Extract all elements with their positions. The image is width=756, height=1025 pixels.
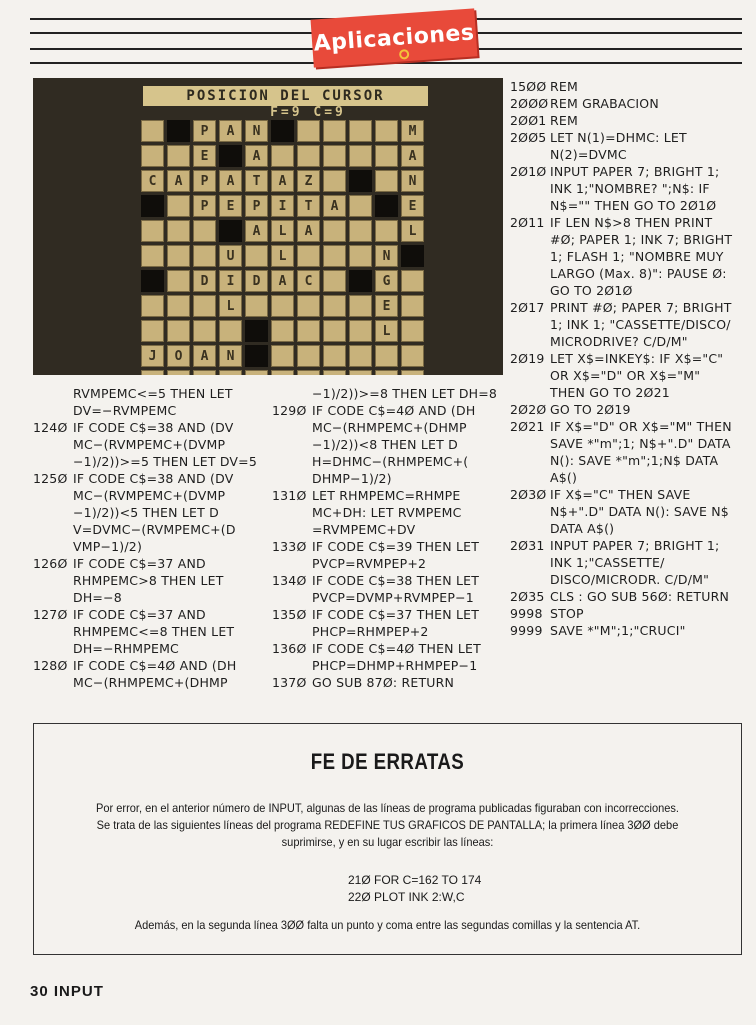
line-number: 2Ø2Ø	[510, 402, 547, 417]
line-text: SAVE *"M";1;"CRUCI"	[550, 623, 686, 638]
code-line	[33, 555, 258, 606]
code-line	[510, 605, 735, 622]
grid-cell: A	[323, 195, 346, 217]
grid-cell	[401, 245, 424, 267]
line-number: 126Ø	[33, 556, 68, 571]
grid-cell	[297, 145, 320, 167]
line-text: IF CODE C$=38 AND (DV MC−(RVMPEMC+(DVMP −1)/2))>=5 THEN LET DV=5	[73, 420, 258, 469]
grid-cell	[167, 295, 190, 317]
code-line	[33, 470, 258, 555]
line-text: IF CODE C$=37 AND RHMPEMC>8 THEN LET DH=−8	[73, 556, 228, 605]
grid-cell	[375, 120, 398, 142]
grid-cell: N	[401, 170, 424, 192]
grid-cell: A	[401, 145, 424, 167]
grid-cell	[245, 295, 268, 317]
grid-cell	[219, 320, 242, 342]
grid-cell	[141, 195, 164, 217]
grid-cell	[271, 370, 294, 375]
grid-cell: A	[271, 170, 294, 192]
grid-cell	[219, 370, 242, 375]
grid-cell: J	[141, 345, 164, 367]
code-column-1	[33, 385, 258, 691]
grid-cell	[167, 245, 190, 267]
grid-cell: A	[193, 345, 216, 367]
line-text: RVMPEMC<=5 THEN LET DV=−RVMPEMC	[73, 386, 237, 418]
code-line	[510, 78, 735, 95]
grid-cell	[141, 145, 164, 167]
grid-cell	[271, 320, 294, 342]
line-number: 2Ø31	[510, 538, 545, 553]
line-text: −1)/2))>=8 THEN LET DH=8	[312, 386, 498, 401]
errata-title: FE DE ERRATAS	[310, 749, 465, 774]
grid-cell: A	[245, 145, 268, 167]
grid-cell	[271, 295, 294, 317]
grid-cell: N	[245, 120, 268, 142]
code-line	[510, 588, 735, 605]
grid-cell	[349, 370, 372, 375]
line-number: 135Ø	[272, 607, 307, 622]
grid-cell	[323, 245, 346, 267]
grid-cell	[323, 345, 346, 367]
grid-cell	[375, 195, 398, 217]
line-number	[272, 385, 312, 402]
code-column-3	[510, 78, 735, 639]
grid-cell: E	[219, 195, 242, 217]
line-text: IF CODE C$=4Ø THEN LET PHCP=DHMP+RHMPEP−1	[312, 641, 486, 673]
line-text: IF CODE C$=39 THEN LET PVCP=RVMPEP+2	[312, 539, 484, 571]
grid-cell	[349, 320, 372, 342]
grid-cell	[401, 320, 424, 342]
crossword-grid	[141, 120, 424, 375]
screen-title: POSICION DEL CURSOR	[143, 86, 428, 106]
grid-cell	[245, 245, 268, 267]
line-text: GO TO 2Ø19	[550, 402, 631, 417]
grid-cell	[401, 370, 424, 375]
code-line	[272, 572, 502, 606]
grid-cell	[245, 320, 268, 342]
line-number: 2Ø35	[510, 589, 545, 604]
line-text: REM	[550, 113, 578, 128]
errata-code	[34, 872, 741, 906]
grid-cell	[323, 220, 346, 242]
tag-dot-icon	[399, 49, 410, 60]
line-number: 2Ø11	[510, 215, 545, 230]
code-line	[510, 95, 735, 112]
grid-cell	[349, 270, 372, 292]
line-number: 2ØØ5	[510, 130, 547, 145]
grid-cell: Z	[297, 170, 320, 192]
line-number: 131Ø	[272, 488, 307, 503]
grid-cell: A	[245, 220, 268, 242]
grid-cell	[375, 345, 398, 367]
line-text: LET N(1)=DHMC: LET N(2)=DVMC	[550, 130, 692, 162]
grid-cell: A	[271, 270, 294, 292]
grid-cell: E	[401, 195, 424, 217]
line-number: 127Ø	[33, 607, 68, 622]
code-line	[33, 657, 258, 691]
grid-cell	[401, 270, 424, 292]
grid-cell	[167, 220, 190, 242]
grid-cell	[141, 220, 164, 242]
grid-cell: U	[219, 245, 242, 267]
grid-cell	[349, 295, 372, 317]
grid-cell: T	[245, 170, 268, 192]
grid-cell	[219, 220, 242, 242]
line-number: 9998	[510, 606, 543, 621]
grid-cell	[323, 145, 346, 167]
grid-cell	[141, 270, 164, 292]
line-number: 2Ø21	[510, 419, 545, 434]
grid-cell	[297, 245, 320, 267]
grid-cell: D	[245, 270, 268, 292]
code-line	[272, 674, 502, 691]
grid-cell	[245, 370, 268, 375]
code-column-2	[272, 385, 502, 691]
line-number: 15ØØ	[510, 79, 547, 94]
line-number: 9999	[510, 623, 543, 638]
line-number	[33, 385, 73, 419]
grid-cell	[271, 345, 294, 367]
grid-cell	[297, 295, 320, 317]
grid-cell	[297, 320, 320, 342]
grid-cell	[349, 245, 372, 267]
grid-cell: P	[193, 170, 216, 192]
line-text: IF X$="D" OR X$="M" THEN SAVE *"m";1; N$+".D" DATA N(): SAVE *"m";1;N$ DATA A$()	[550, 419, 736, 485]
grid-cell: T	[297, 195, 320, 217]
line-number: 2ØØØ	[510, 96, 549, 111]
code-line	[510, 129, 735, 163]
line-text: IF CODE C$=38 AND (DV MC−(RVMPEMC+(DVMP −1)/2))<5 THEN LET D V=DVMC−(RVMPEMC+(D VMP−1)/2)	[73, 471, 240, 554]
grid-cell	[375, 220, 398, 242]
grid-cell	[141, 245, 164, 267]
grid-cell	[193, 245, 216, 267]
grid-cell	[193, 370, 216, 375]
grid-cell	[401, 345, 424, 367]
grid-cell: N	[219, 345, 242, 367]
code-line	[33, 385, 258, 419]
grid-cell: G	[375, 270, 398, 292]
code-line	[510, 486, 735, 537]
page-footer: 30 INPUT	[30, 983, 104, 1000]
grid-cell	[141, 320, 164, 342]
line-text: IF LEN N$>8 THEN PRINT #Ø; PAPER 1; INK 7; BRIGHT 1; FLASH 1; "NOMBRE MUY LARGO (Max. 8)": PAUSE Ø: GO TO 2Ø1Ø	[550, 215, 737, 298]
code-line	[510, 418, 735, 486]
grid-cell: D	[193, 270, 216, 292]
code-line	[510, 163, 735, 214]
grid-cell: A	[219, 170, 242, 192]
errata-paragraph-2: Además, en la segunda línea 3ØØ falta un punto y coma entre las segundas comillas y la sentencia AT.	[134, 918, 641, 932]
line-number: 2Ø3Ø	[510, 487, 547, 502]
grid-cell	[167, 120, 190, 142]
grid-cell	[193, 220, 216, 242]
line-text: REM GRABACION	[550, 96, 659, 111]
grid-cell	[375, 170, 398, 192]
code-line	[272, 402, 502, 487]
code-line	[272, 385, 502, 402]
line-number: 129Ø	[272, 403, 307, 418]
grid-cell: L	[401, 220, 424, 242]
grid-cell	[193, 295, 216, 317]
line-number: 2Ø17	[510, 300, 545, 315]
grid-cell	[323, 170, 346, 192]
grid-cell	[167, 370, 190, 375]
grid-cell	[167, 195, 190, 217]
grid-cell	[349, 345, 372, 367]
grid-cell	[349, 145, 372, 167]
line-number: 2ØØ1	[510, 113, 547, 128]
line-text: PRINT #Ø; PAPER 7; BRIGHT 1; INK 1; "CASSETTE/DISCO/ MICRODRIVE? C/D/M"	[550, 300, 736, 349]
screen-subtitle: F=9 C=9	[270, 105, 346, 120]
grid-cell: A	[219, 120, 242, 142]
grid-cell	[297, 370, 320, 375]
grid-cell: N	[375, 245, 398, 267]
grid-cell: O	[167, 345, 190, 367]
grid-cell: P	[245, 195, 268, 217]
code-line	[510, 350, 735, 401]
grid-cell	[323, 295, 346, 317]
grid-cell	[141, 295, 164, 317]
grid-cell: A	[167, 170, 190, 192]
grid-cell	[271, 120, 294, 142]
code-line	[33, 419, 258, 470]
grid-cell	[167, 145, 190, 167]
line-text: LET RHMPEMC=RHMPE MC+DH: LET RVMPEMC =RVMPEMC+DV	[312, 488, 466, 537]
grid-cell: L	[271, 220, 294, 242]
grid-cell	[141, 370, 164, 375]
grid-cell	[349, 170, 372, 192]
code-line	[510, 537, 735, 588]
line-number: 128Ø	[33, 658, 68, 673]
line-text: REM	[550, 79, 578, 94]
line-number: 137Ø	[272, 675, 307, 690]
line-text: IF CODE C$=4Ø AND (DH MC−(RHMPEMC+(DHMP −1)/2))<8 THEN LET D H=DHMC−(RHMPEMC+( DHMP−1)/2)	[312, 403, 480, 486]
screenshot-figure	[33, 78, 503, 375]
grid-cell: C	[141, 170, 164, 192]
code-line	[272, 487, 502, 538]
grid-cell: E	[375, 295, 398, 317]
grid-cell	[349, 120, 372, 142]
grid-cell: L	[271, 245, 294, 267]
grid-cell: C	[297, 270, 320, 292]
code-line	[510, 401, 735, 418]
line-text: INPUT PAPER 7; BRIGHT 1; INK 1;"CASSETTE/ DISCO/MICRODR. C/D/M"	[550, 538, 724, 587]
grid-cell	[193, 320, 216, 342]
grid-cell	[167, 320, 190, 342]
grid-cell: P	[193, 195, 216, 217]
grid-cell	[141, 120, 164, 142]
grid-cell	[349, 195, 372, 217]
grid-cell	[323, 320, 346, 342]
line-text: INPUT PAPER 7; BRIGHT 1; INK 1;"NOMBRE? ";N$: IF N$="" THEN GO TO 2Ø1Ø	[550, 164, 724, 213]
code-line	[272, 606, 502, 640]
code-line	[272, 640, 502, 674]
grid-cell: L	[219, 295, 242, 317]
grid-cell	[323, 270, 346, 292]
line-text: LET X$=INKEY$: IF X$="C" OR X$="D" OR X$="M" THEN GO TO 2Ø21	[550, 351, 728, 400]
line-text: IF CODE C$=4Ø AND (DH MC−(RHMPEMC+(DHMP	[73, 658, 241, 690]
grid-cell	[245, 345, 268, 367]
code-line	[33, 606, 258, 657]
grid-cell: E	[193, 145, 216, 167]
line-text: STOP	[550, 606, 584, 621]
code-line	[510, 299, 735, 350]
grid-cell	[219, 145, 242, 167]
grid-cell	[297, 120, 320, 142]
line-text: IF CODE C$=37 THEN LET PHCP=RHMPEP+2	[312, 607, 484, 639]
grid-cell	[375, 370, 398, 375]
errata-paragraph-1: Por error, en el anterior número de INPUT, algunas de las líneas de programa publicadas figuraban con incorrecciones. Se trata de las siguientes líneas del programa REDEFINE TUS GRAFICOS DE PANTALLA; la primera línea 3ØØ debe suprimirse, y en su lugar escribir las líneas:	[96, 801, 679, 849]
errata-code-line-1: 21Ø FOR C=162 TO 174	[348, 873, 482, 887]
errata-box	[33, 723, 742, 955]
line-number: 134Ø	[272, 573, 307, 588]
grid-cell	[271, 145, 294, 167]
code-line	[510, 112, 735, 129]
grid-cell: M	[401, 120, 424, 142]
line-text: GO SUB 87Ø: RETURN	[312, 675, 455, 690]
grid-cell: L	[375, 320, 398, 342]
grid-cell	[323, 370, 346, 375]
code-line	[272, 538, 502, 572]
line-text: IF X$="C" THEN SAVE N$+".D" DATA N(): SAVE N$ DATA A$()	[550, 487, 734, 536]
line-number: 124Ø	[33, 420, 68, 435]
code-line	[510, 622, 735, 639]
line-number: 125Ø	[33, 471, 68, 486]
grid-cell	[349, 220, 372, 242]
line-number: 136Ø	[272, 641, 307, 656]
line-number: 2Ø19	[510, 351, 545, 366]
grid-cell	[297, 345, 320, 367]
grid-cell	[401, 295, 424, 317]
line-number: 133Ø	[272, 539, 307, 554]
grid-cell	[167, 270, 190, 292]
grid-cell	[375, 145, 398, 167]
line-text: IF CODE C$=37 AND RHMPEMC<=8 THEN LET DH=−RHMPEMC	[73, 607, 239, 656]
errata-code-line-2: 22Ø PLOT INK 2:W,C	[348, 890, 465, 904]
grid-cell: A	[297, 220, 320, 242]
section-tag-label: Aplicaciones	[312, 19, 476, 57]
grid-cell: P	[193, 120, 216, 142]
line-number: 2Ø1Ø	[510, 164, 547, 179]
code-line	[510, 214, 735, 299]
line-text: CLS : GO SUB 56Ø: RETURN	[550, 589, 730, 604]
grid-cell	[323, 120, 346, 142]
grid-cell: I	[271, 195, 294, 217]
grid-cell: I	[219, 270, 242, 292]
line-text: IF CODE C$=38 THEN LET PVCP=DVMP+RVMPEP−1	[312, 573, 484, 605]
